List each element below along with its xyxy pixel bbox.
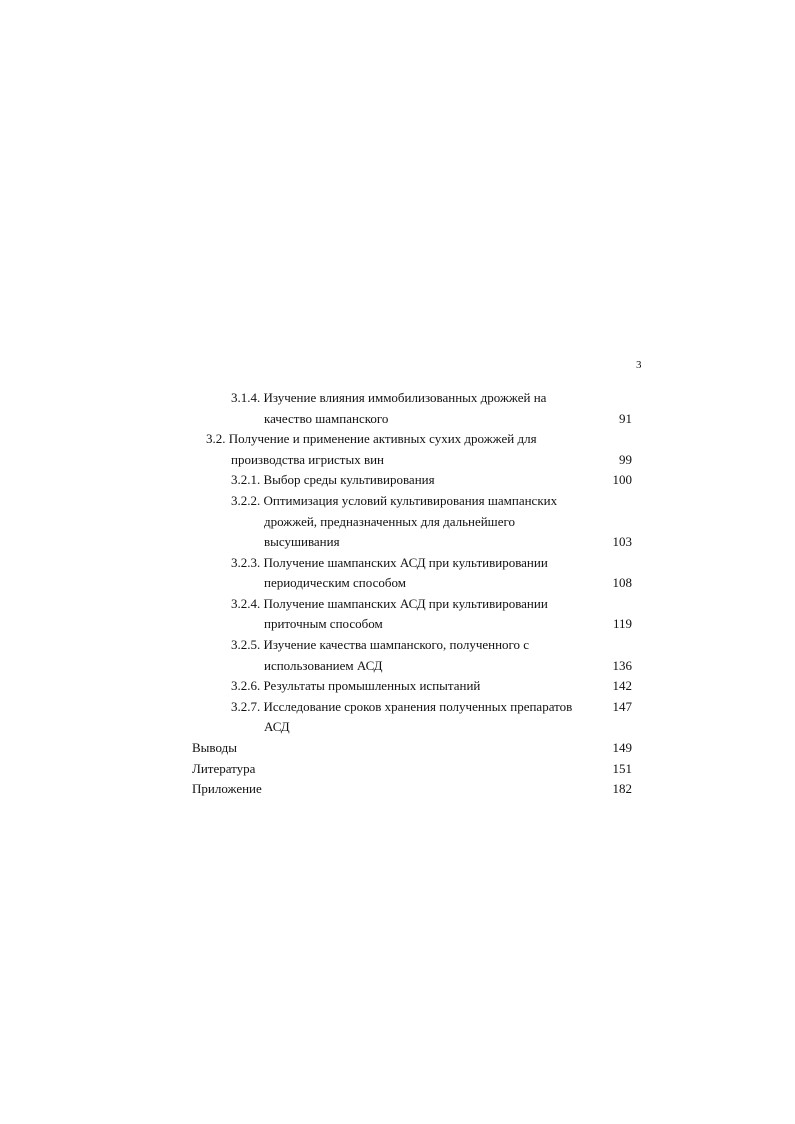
toc-entry-3-2-4-title-cont: приточным способом — [264, 616, 383, 631]
toc-entry-3-2-7-page: 147 — [612, 699, 632, 714]
toc-entry-3-2-1-page: 100 — [612, 472, 632, 487]
toc-entry-3-1-4-title-cont: качество шампанского — [264, 411, 389, 426]
toc-entry-3-2-5-page: 136 — [612, 658, 632, 673]
page-number: 3 — [636, 359, 642, 371]
toc-entry-3-2-2-title-cont: дрожжей, предназначенных для дальнейшего — [264, 514, 515, 529]
toc-entry-3-1-4-title: 3.1.4. Изучение влияния иммобилизованных дрожжей на — [231, 390, 547, 405]
toc-entry-3-2-2-title: 3.2.2. Оптимизация условий культивирования шампанских — [231, 493, 558, 508]
toc-entry-3-1-4-page: 91 — [619, 411, 632, 426]
toc-entry-3-2-7-title-cont: АСД — [264, 719, 290, 734]
toc-entry-3-2-5-title-cont: использованием АСД — [264, 658, 383, 673]
toc-entry-3-2-title-cont: производства игристых вин — [231, 452, 385, 467]
toc-entry-literature-title: Литература — [192, 761, 256, 776]
toc-entry-3-2-3-title: 3.2.3. Получение шампанских АСД при культивировании — [231, 555, 548, 570]
toc-entry-3-2-5-title: 3.2.5. Изучение качества шампанского, полученного с — [231, 637, 530, 652]
toc-entry-3-2-3-page: 108 — [612, 575, 632, 590]
toc-entry-3-2-page: 99 — [619, 452, 632, 467]
toc-entry-3-2-2-title-cont2: высушивания — [264, 534, 340, 549]
toc-entry-3-2-6-page: 142 — [612, 678, 632, 693]
toc-entry-appendix-title: Приложение — [192, 781, 262, 796]
toc-entry-3-2-4-page: 119 — [612, 616, 632, 631]
toc-entry-3-2-title: 3.2. Получение и применение активных сухих дрожжей для — [206, 431, 537, 446]
toc-entry-3-2-2-page: 103 — [612, 534, 632, 549]
toc-entry-conclusions-page: 149 — [612, 740, 632, 755]
toc-entry-3-2-1-title: 3.2.1. Выбор среды культивирования — [231, 472, 435, 487]
toc-entry-3-2-4-title: 3.2.4. Получение шампанских АСД при культивировании — [231, 596, 548, 611]
toc-entry-3-2-6-title: 3.2.6. Результаты промышленных испытаний — [231, 678, 481, 693]
toc-entry-conclusions-title: Выводы — [192, 740, 237, 755]
toc-entry-literature-page: 151 — [612, 761, 632, 776]
toc-entry-appendix-page: 182 — [612, 781, 632, 796]
toc-entry-3-2-7-title: 3.2.7. Исследование сроков хранения полученных препаратов — [231, 699, 573, 714]
toc-entry-3-2-3-title-cont: периодическим способом — [264, 575, 406, 590]
